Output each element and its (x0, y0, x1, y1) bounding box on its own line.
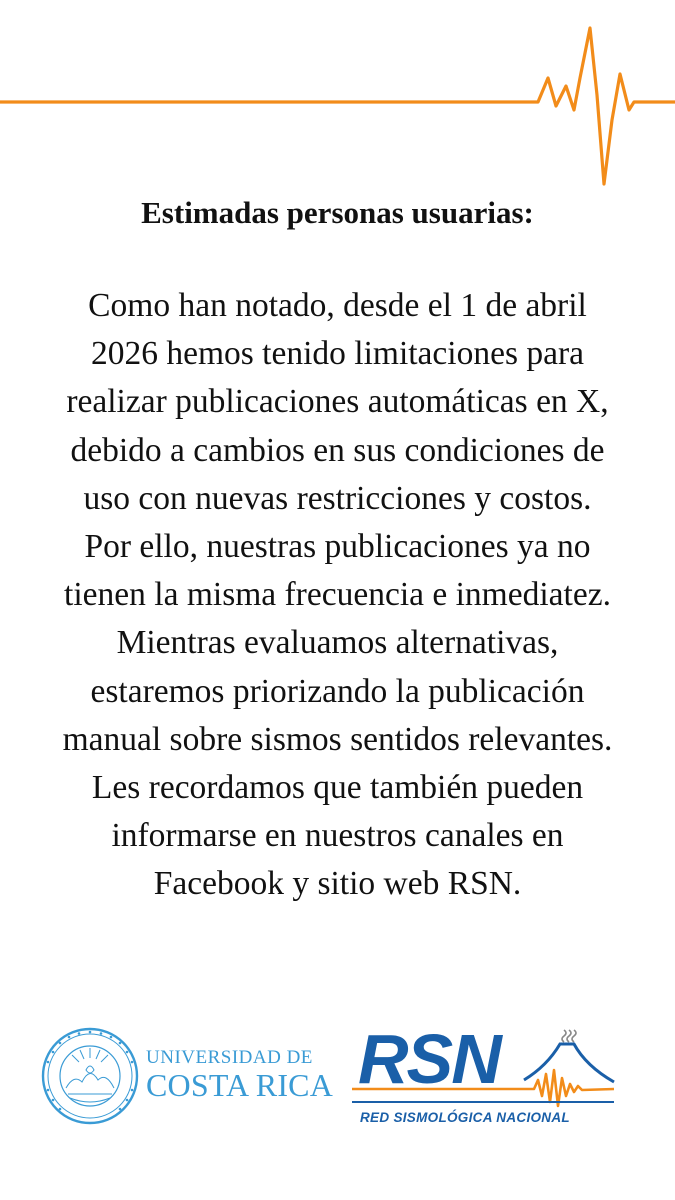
seismograph-line-icon (0, 0, 675, 200)
notice-body (0, 282, 675, 909)
notice-line: Les recordamos que también pueden (91, 769, 584, 807)
notice-line: 2026 hemos tenido limitaciones para (90, 335, 585, 373)
notice-line: Mientras evaluamos alternativas, (116, 624, 559, 662)
notice-line: Como han notado, desde el 1 de abril (88, 287, 587, 324)
rsn-subtitle: RED SISMOLÓGICA NACIONAL (360, 1110, 570, 1125)
rsn-letters: RSN (358, 1020, 500, 1098)
notice-line: manual sobre sismos sentidos relevantes. (62, 720, 613, 758)
ucr-seal-icon (40, 1026, 140, 1126)
ucr-name-line2: COSTA RICA (146, 1067, 334, 1103)
notice-line: estaremos priorizando la publicación (90, 672, 585, 710)
notice-line: Por ello, nuestras publicaciones ya no (84, 528, 591, 566)
ucr-wordmark (146, 1048, 333, 1101)
notice-line: informarse en nuestros canales en (111, 817, 564, 855)
ucr-name-line1: UNIVERSIDAD DE (146, 1047, 313, 1068)
notice-line: realizar publicaciones automáticas en X, (66, 383, 609, 421)
notice-title: Estimadas personas usuarias: (141, 195, 534, 230)
footer-logos (0, 1018, 675, 1138)
notice-line: Facebook y sitio web RSN. (153, 865, 522, 903)
notice (0, 192, 675, 909)
rsn-logo (352, 1022, 622, 1134)
notice-line: tienen la misma frecuencia e inmediatez. (64, 576, 611, 614)
notice-line: debido a cambios en sus condiciones de (70, 431, 605, 469)
notice-line: uso con nuevas restricciones y costos. (83, 479, 592, 517)
